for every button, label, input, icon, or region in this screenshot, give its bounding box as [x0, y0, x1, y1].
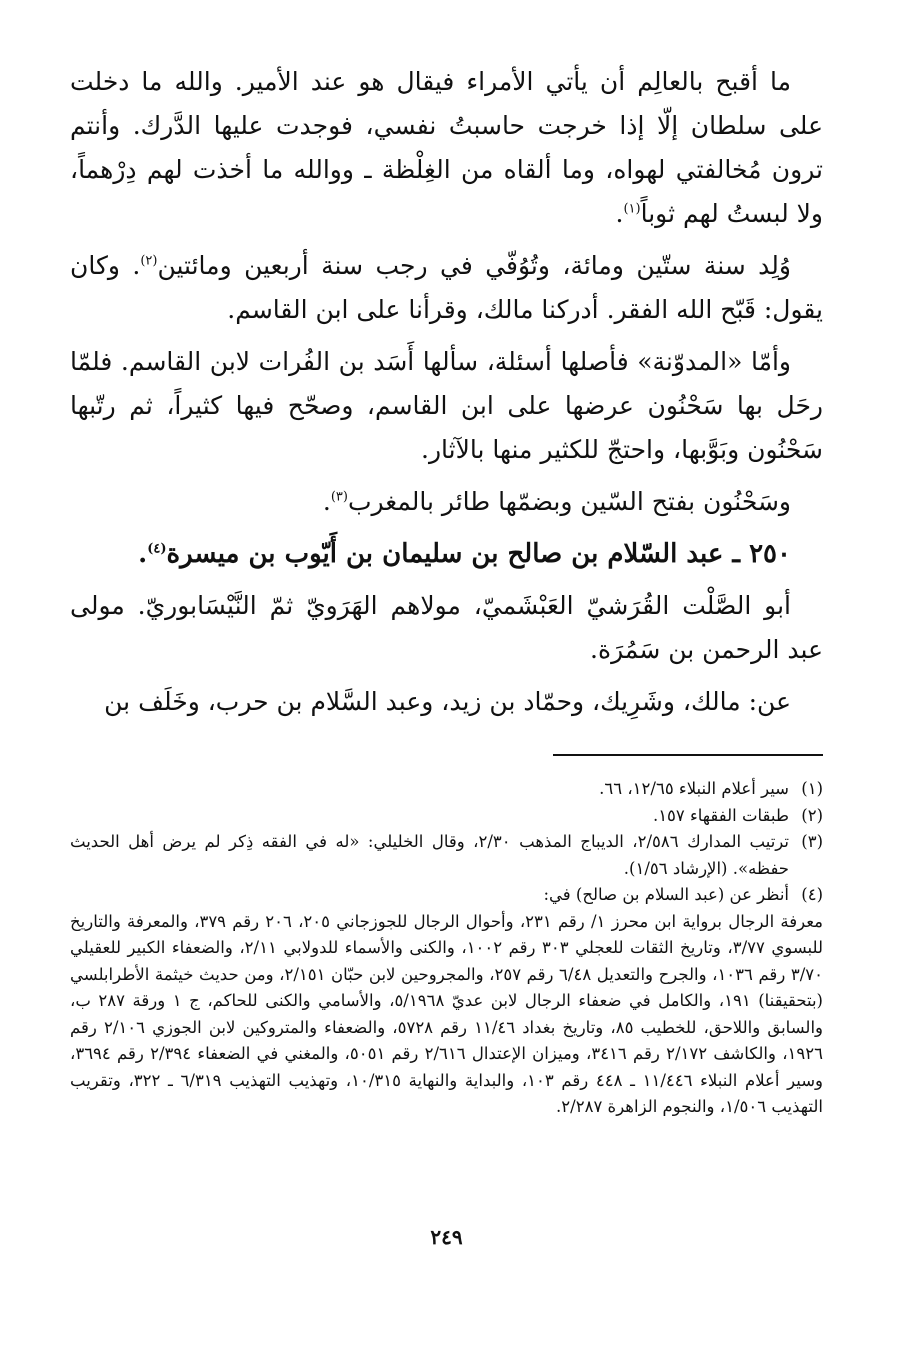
footnote-reference[interactable]: (٤) [147, 541, 167, 557]
biography-lineage [70, 584, 823, 672]
footnote-1 [70, 776, 823, 803]
biography-narrators [70, 680, 823, 724]
footnote-number: (٢) [801, 805, 823, 825]
biography-title: ٢٥٠ ـ عبد السّلام بن صالح بن سليمان بن أَيّوب بن ميسرة [166, 539, 791, 569]
main-text [70, 60, 823, 724]
footnote-reference[interactable]: (٢) [140, 253, 158, 269]
paragraph-tail: . وكان يقول: قَبّح الله الفقر. أدركنا مالك، وقرأنا على ابن القاسم. [70, 251, 823, 324]
footnote-number: (١) [801, 779, 823, 798]
paragraph-tail: . [322, 487, 331, 516]
narrators-text: عن: مالك، وشَرِيك، وحمّاد بن زيد، وعبد السَّلام بن حرب، وخَلَف بن [104, 687, 791, 716]
paragraph-3 [70, 340, 823, 472]
paragraph-tail: . [615, 199, 624, 228]
biography-title-tail: . [138, 539, 148, 569]
footnote-reference[interactable]: (٣) [330, 489, 348, 505]
footnote-text: أنظر عن (عبد السلام بن صالح) في: [543, 885, 789, 904]
footnote-3 [70, 829, 823, 882]
biography-heading [70, 532, 823, 576]
page-number: ٢٤٩ [430, 1225, 463, 1249]
paragraph-text: ما أقبح بالعالِم أن يأتي الأمراء فيقال هو عند الأمير. والله ما دخلت على سلطان إلّا إذا خرجت حاسبتُ نفسي، فوجدت عليها الدَّرك. وأنتم ترون مُخالفتي لهواه، وما ألقاه من الغِلْظة ـ ووالله ما أخذت لهم دِرْهماً، ولا لبستُ لهم ثوباً [70, 67, 823, 228]
footnote-number: (٣) [801, 832, 823, 851]
lineage-text: أبو الصَّلْت القُرَشيّ العَبْشَميّ، مولاهم الهَرَويّ ثمّ النَّيْسَابوريّ. مولى عبد الرحمن بن سَمُرَة. [70, 591, 823, 664]
footnotes [70, 776, 823, 1121]
paragraph-text: وأمّا «المدوّنة» فأصلها أسئلة، سألها أَسَد بن الفُرات لابن القاسم. فلمّا رحَل بها سَحْنُون عرضها على ابن القاسم، وصحّح فيها كثيراً، ثم رتّبها سَحْنُون وبَوَّبها، واحتجّ للكثير منها بالآثار. [70, 347, 823, 464]
footnote-reference[interactable]: (١) [623, 201, 641, 217]
footnote-number: (٤) [801, 885, 823, 904]
paragraph-text: وُلِد سنة ستّين ومائة، وتُوُفّي في رجب سنة أربعين ومائتين [157, 251, 791, 280]
footnote-text: ترتيب المدارك ٢/٥٨٦، الديباج المذهب ٢/٣٠، وقال الخليلي: «له في الفقه ذِكر لم يرض أهل الحديث حفظه». (الإرشاد ١/٥٦). [70, 832, 789, 878]
footnote-text: طبقات الفقهاء ١٥٧. [652, 805, 789, 825]
paragraph-2 [70, 244, 823, 332]
footnote-divider [553, 754, 823, 756]
footnote-2 [70, 803, 823, 830]
footnote-text: سير أعلام النبلاء ١٢/٦٥، ٦٦. [599, 779, 789, 798]
paragraph-4 [70, 480, 823, 524]
book-page [70, 60, 823, 1332]
footnote-sources: معرفة الرجال برواية ابن محرز ١/ رقم ٢٣١، وأحوال الرجال للجوزجاني ٢٠٥، ٢٠٦ رقم ٣٧٩، والمعرفة والتاريخ للبسوي ٣/٧٧، وتاريخ الثقات للعجلي ٣٠٣ رقم ١٠٠٢، والكنى والأسماء للدولابي ٢/١١، والضعفاء الكبير للعقيلي ٣/٧٠ رقم ١٠٣٦، والجرح والتعديل ٦/٤٨ رقم ٢٥٧، والمجروحين لابن حبّان ٢/١٥١، ومن حديث خيثمة الأطرابلسي (بتحقيقنا) ١٩١، والكامل في ضعفاء الرجال لابن عديّ ٥/١٩٦٨، والأسامي والكنى للحاكم، ج ١ ورقة ٢٨٧ ب، والسابق واللاحق، للخطيب ٨٥، وتاريخ بغداد ١١/٤٦ رقم ٥٧٢٨، والضعفاء والمتروكين لابن الجوزي ٢/١٠٦ رقم ١٩٢٦، والكاشف ٢/١٧٢ رقم ٣٤١٦، وميزان الإعتدال ٢/٦١٦ رقم ٥٠٥١، والمغني في الضعفاء ٢/٣٩٤ رقم ٣٦٩٤، وسير أعلام النبلاء ١١/٤٤٦ ـ ٤٤٨ رقم ١٠٣، والبداية والنهاية ١٠/٣١٥، وتهذيب التهذيب ٦/٣١٩ ـ ٣٢٢، وتقريب التهذيب ١/٥٠٦، والنجوم الزاهرة ٢/٢٨٧. [70, 911, 824, 1116]
paragraph-1 [70, 60, 823, 236]
footnote-4 [70, 882, 823, 1121]
footnote-body [70, 882, 824, 1121]
paragraph-text: وسَحْنُون بفتح السّين وبضمّها طائر بالمغرب [347, 487, 791, 516]
